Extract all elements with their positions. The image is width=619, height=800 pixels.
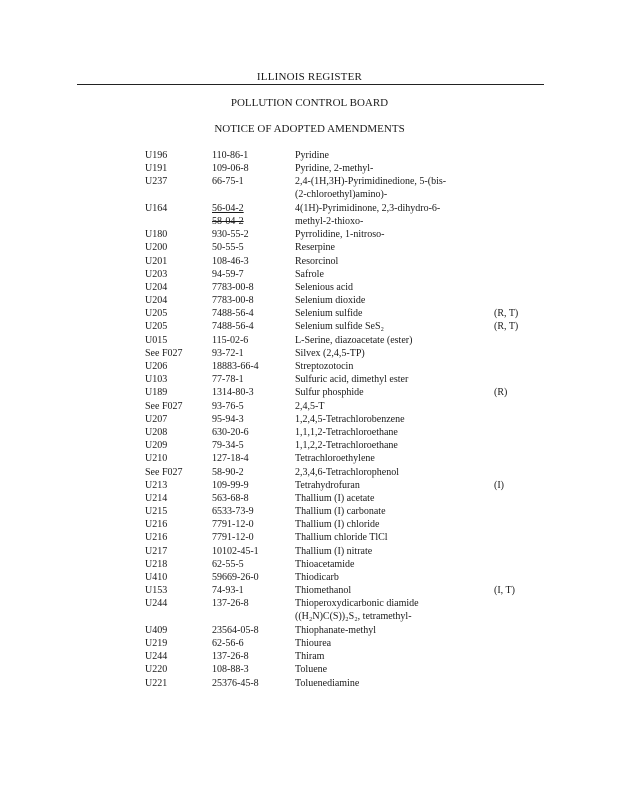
substance-name-line: methyl-2-thioxo-: [295, 215, 364, 227]
substance-name: [295, 228, 480, 241]
cas-number: [212, 162, 249, 175]
substance-name: [295, 584, 480, 597]
substance-name-line: Resorcinol: [295, 255, 339, 267]
hazard-code: (R, T): [494, 321, 519, 333]
cas-number-value: 50-55-5: [212, 242, 244, 254]
hazard-code: (I, T): [494, 585, 515, 597]
cas-number-value: 25376-45-8: [212, 677, 259, 689]
waste-code: U244: [145, 651, 168, 663]
cas-number-value: 77-78-1: [212, 374, 244, 386]
cas-number: [212, 373, 244, 386]
waste-code: U213: [145, 479, 168, 491]
substance-name: [295, 175, 480, 201]
waste-code: U196: [145, 150, 168, 161]
waste-code: U200: [145, 242, 168, 254]
cas-number: [212, 637, 244, 650]
cas-number: [212, 624, 259, 637]
hazard-code: (I): [494, 479, 504, 491]
cas-number: [212, 320, 254, 333]
waste-code: U180: [145, 229, 168, 241]
table-row: [0, 281, 619, 294]
cas-number-value: 930-55-2: [212, 229, 249, 241]
substance-name-line: Thiodicarb: [295, 572, 339, 584]
waste-code: See F027: [145, 400, 183, 412]
waste-code: See F027: [145, 347, 183, 359]
cas-number-deleted: 58-04-2: [212, 215, 244, 227]
cas-number-value: 115-02-6: [212, 334, 249, 346]
substance-name: [295, 241, 480, 254]
cas-number-value: 7783-00-8: [212, 281, 254, 293]
cas-number-value: 108-46-3: [212, 255, 249, 267]
waste-code: U204: [145, 295, 168, 307]
cas-number: [212, 505, 254, 518]
cas-number: [212, 452, 249, 465]
cas-number-added: 56-04-2: [212, 202, 244, 214]
substance-name: [295, 479, 480, 492]
cas-number: [212, 241, 244, 254]
waste-code: U204: [145, 281, 168, 293]
substance-name: [295, 162, 480, 175]
table-row: [0, 439, 619, 452]
cas-number: [212, 294, 254, 307]
table-row: [0, 452, 619, 465]
substance-name: [295, 597, 480, 623]
substance-name-line: 1,1,1,2-Tetrachloroethane: [295, 426, 398, 438]
cas-number: [212, 479, 249, 492]
substance-name-line: Selenium sulfide: [295, 308, 363, 320]
substance-name: [295, 505, 480, 518]
substance-name-line: Tetrahydrofuran: [295, 479, 360, 491]
substance-name-line: L-Serine, diazoacetate (ester): [295, 334, 413, 346]
table-row: [0, 531, 619, 544]
cas-number: [212, 149, 248, 162]
table-row: [0, 268, 619, 281]
substance-name-line: Reserpine: [295, 242, 335, 254]
cas-number: [212, 558, 244, 571]
substance-name-line: Pyridine, 2-methyl-: [295, 163, 374, 175]
waste-code: U221: [145, 677, 168, 689]
substance-name: [295, 650, 480, 663]
substance-name-line: Sulfur phosphide: [295, 387, 364, 399]
waste-code: U219: [145, 637, 168, 649]
waste-code: U153: [145, 585, 168, 597]
cas-number-value: 74-93-1: [212, 585, 244, 597]
waste-code: U205: [145, 308, 168, 320]
table-row: [0, 518, 619, 531]
cas-number: [212, 531, 254, 544]
table-row: [0, 373, 619, 386]
substance-name: [295, 360, 480, 373]
waste-code: U215: [145, 506, 168, 518]
substance-name: [295, 492, 480, 505]
cas-number-value: 18883-66-4: [212, 361, 259, 373]
hazard-code: (R, T): [494, 308, 519, 320]
substance-name: [295, 558, 480, 571]
substance-name-line: 2,4-(1H,3H)-Pyrimidinedione, 5-(bis-: [295, 176, 447, 188]
table-row: [0, 347, 619, 360]
substance-name: [295, 307, 480, 320]
waste-code: U205: [145, 321, 168, 333]
table-row: [0, 255, 619, 268]
waste-code: U216: [145, 519, 168, 531]
substance-name: [295, 294, 480, 307]
substance-name-line: Selenium dioxide: [295, 295, 366, 307]
substance-name-line: Thallium (I) acetate: [295, 492, 375, 504]
cas-number-value: 630-20-6: [212, 426, 249, 438]
table-row: [0, 320, 619, 333]
cas-number-value: 59669-26-0: [212, 572, 259, 584]
cas-number-value: 7783-00-8: [212, 295, 254, 307]
cas-number: [212, 268, 244, 281]
table-row: [0, 492, 619, 505]
waste-code: U164: [145, 202, 168, 214]
substance-name-line: Thioacetamide: [295, 558, 355, 570]
substance-name-line: Tetrachloroethylene: [295, 453, 375, 465]
cas-number-value: 23564-05-8: [212, 624, 259, 636]
cas-number-value: 7791-12-0: [212, 519, 254, 531]
table-row: [0, 637, 619, 650]
table-row: [0, 400, 619, 413]
substance-name-line: Thallium (I) chloride: [295, 519, 380, 531]
substance-name: [295, 439, 480, 452]
cas-number: [212, 466, 244, 479]
table-row: [0, 584, 619, 597]
substance-name-line: Thiomethanol: [295, 585, 352, 597]
substance-name: [295, 320, 480, 333]
cas-number-value: 79-34-5: [212, 440, 244, 452]
hazardous-waste-table: [0, 149, 619, 690]
substance-name-line: Silvex (2,4,5-TP): [295, 347, 365, 359]
cas-number-value: 93-72-1: [212, 347, 244, 359]
cas-number-value: 7488-56-4: [212, 321, 254, 333]
waste-code: U220: [145, 664, 168, 676]
waste-code: U015: [145, 334, 168, 346]
cas-number-value: 94-59-7: [212, 268, 244, 280]
table-row: [0, 426, 619, 439]
cas-number-value: 127-18-4: [212, 453, 249, 465]
table-row: [0, 650, 619, 663]
waste-code: U103: [145, 374, 168, 386]
cas-number: [212, 439, 244, 452]
hazard-code: (R): [494, 387, 508, 399]
cas-number-value: 563-68-8: [212, 492, 249, 504]
cas-number: [212, 545, 259, 558]
waste-code: U203: [145, 268, 168, 280]
waste-code: U409: [145, 624, 168, 636]
cas-number-value: 66-75-1: [212, 176, 244, 188]
cas-number: [212, 334, 248, 347]
notice-title: NOTICE OF ADOPTED AMENDMENTS: [214, 123, 405, 135]
substance-name: [295, 334, 480, 347]
substance-name-line: Thallium chloride TlCl: [295, 532, 388, 544]
cas-number-value: 137-26-8: [212, 598, 249, 610]
substance-name-line: 2,3,4,6-Tetrachlorophenol: [295, 466, 399, 478]
waste-code: U218: [145, 558, 168, 570]
substance-name: [295, 663, 480, 676]
cas-number: [212, 426, 249, 439]
cas-number: [212, 202, 244, 228]
substance-name: [295, 202, 480, 228]
substance-name-line: Safrole: [295, 268, 324, 280]
table-row: [0, 571, 619, 584]
substance-name: [295, 677, 480, 690]
substance-name-line: 1,1,2,2-Tetrachloroethane: [295, 440, 398, 452]
substance-name-line: Toluenediamine: [295, 677, 360, 689]
table-row: [0, 545, 619, 558]
cas-number: [212, 571, 259, 584]
substance-name: [295, 347, 480, 360]
substance-name: [295, 281, 480, 294]
substance-name: [295, 637, 480, 650]
cas-number: [212, 386, 254, 399]
cas-number: [212, 650, 249, 663]
substance-name-line: Selenium sulfide SeS₂: [295, 321, 385, 333]
table-row: [0, 466, 619, 479]
substance-name: [295, 426, 480, 439]
table-row: [0, 558, 619, 571]
substance-name: [295, 268, 480, 281]
substance-name-line: Sulfuric acid, dimethyl ester: [295, 374, 409, 386]
cas-number: [212, 677, 259, 690]
register-title: ILLINOIS REGISTER: [256, 71, 363, 83]
table-row: [0, 597, 619, 623]
cas-number: [212, 175, 244, 188]
cas-number: [212, 584, 244, 597]
substance-name-line: Pyrrolidine, 1-nitroso-: [295, 229, 385, 241]
cas-number: [212, 597, 249, 610]
substance-name-line: Toluene: [295, 664, 328, 676]
cas-number-value: 109-06-8: [212, 163, 249, 175]
cas-number-value: 62-56-6: [212, 637, 244, 649]
cas-number: [212, 360, 259, 373]
substance-name: [295, 518, 480, 531]
table-row: [0, 360, 619, 373]
cas-number-value: 95-94-3: [212, 413, 244, 425]
table-row: [0, 677, 619, 690]
cas-number: [212, 307, 254, 320]
substance-name: [295, 624, 480, 637]
table-row: [0, 479, 619, 492]
waste-code: U206: [145, 361, 168, 373]
cas-number-value: 6533-73-9: [212, 506, 254, 518]
substance-name-line: Selenious acid: [295, 281, 354, 293]
substance-name-line: ((H₂N)C(S))₂S₂, tetramethyl-: [295, 611, 412, 623]
cas-number-value: 58-90-2: [212, 466, 244, 478]
table-row: [0, 228, 619, 241]
substance-name-line: Thallium (I) carbonate: [295, 506, 386, 518]
substance-name: [295, 386, 480, 399]
substance-name-line: Streptozotocin: [295, 361, 354, 373]
waste-code: U208: [145, 426, 168, 438]
table-row: [0, 663, 619, 676]
waste-code: U207: [145, 413, 168, 425]
table-row: [0, 294, 619, 307]
table-row: [0, 162, 619, 175]
substance-name: [295, 466, 480, 479]
waste-code: U191: [145, 163, 168, 175]
cas-number-value: 7488-56-4: [212, 308, 254, 320]
table-row: [0, 334, 619, 347]
substance-name: [295, 452, 480, 465]
substance-name-line: (2-chloroethyl)amino)-: [295, 189, 388, 201]
table-row: [0, 386, 619, 399]
cas-number: [212, 492, 249, 505]
cas-number: [212, 400, 244, 413]
substance-name: [295, 400, 480, 413]
substance-name-line: 2,4,5-T: [295, 400, 325, 412]
cas-number-value: 93-76-5: [212, 400, 244, 412]
table-row: [0, 413, 619, 426]
waste-code: U210: [145, 453, 168, 465]
waste-code: U209: [145, 440, 168, 452]
substance-name-line: Thiourea: [295, 637, 332, 649]
substance-name-line: Thiophanate-methyl: [295, 624, 377, 636]
substance-name-line: Pyridine: [295, 150, 329, 161]
table-row: [0, 202, 619, 228]
substance-name: [295, 413, 480, 426]
table-row: [0, 175, 619, 201]
cas-number: [212, 281, 254, 294]
cas-number: [212, 228, 249, 241]
waste-code: U214: [145, 492, 168, 504]
substance-name-line: Thallium (I) nitrate: [295, 545, 373, 557]
header-rule: [77, 84, 544, 85]
waste-code: U217: [145, 545, 168, 557]
cas-number: [212, 255, 249, 268]
substance-name: [295, 255, 480, 268]
substance-name: [295, 571, 480, 584]
cas-number-value: 109-99-9: [212, 479, 249, 491]
substance-name: [295, 531, 480, 544]
substance-name: [295, 545, 480, 558]
table-row: [0, 624, 619, 637]
waste-code: U189: [145, 387, 168, 399]
waste-code: U201: [145, 255, 168, 267]
cas-number-value: 108-88-3: [212, 664, 249, 676]
waste-code: See F027: [145, 466, 183, 478]
cas-number: [212, 347, 244, 360]
cas-number: [212, 413, 244, 426]
table-row: [0, 149, 619, 162]
waste-code: U216: [145, 532, 168, 544]
cas-number-value: 137-26-8: [212, 651, 249, 663]
substance-name: [295, 149, 480, 162]
table-row: [0, 505, 619, 518]
waste-code: U410: [145, 572, 168, 584]
substance-name-line: Thiram: [295, 651, 325, 663]
table-row: [0, 241, 619, 254]
cas-number-value: 10102-45-1: [212, 545, 259, 557]
cas-number-value: 1314-80-3: [212, 387, 254, 399]
cas-number: [212, 663, 249, 676]
agency-title: POLLUTION CONTROL BOARD: [230, 97, 389, 109]
substance-name: [295, 373, 480, 386]
substance-name-line: 1,2,4,5-Tetrachlorobenzene: [295, 413, 405, 425]
cas-number: [212, 518, 254, 531]
cas-number-value: 110-86-1: [212, 150, 249, 161]
substance-name-line: 4(1H)-Pyrimidinone, 2,3-dihydro-6-: [295, 202, 441, 214]
table-row: [0, 307, 619, 320]
waste-code: U237: [145, 176, 168, 188]
substance-name-line: Thioperoxydicarbonic diamide: [295, 598, 419, 610]
cas-number-value: 62-55-5: [212, 558, 244, 570]
waste-code: U244: [145, 598, 168, 610]
cas-number-value: 7791-12-0: [212, 532, 254, 544]
